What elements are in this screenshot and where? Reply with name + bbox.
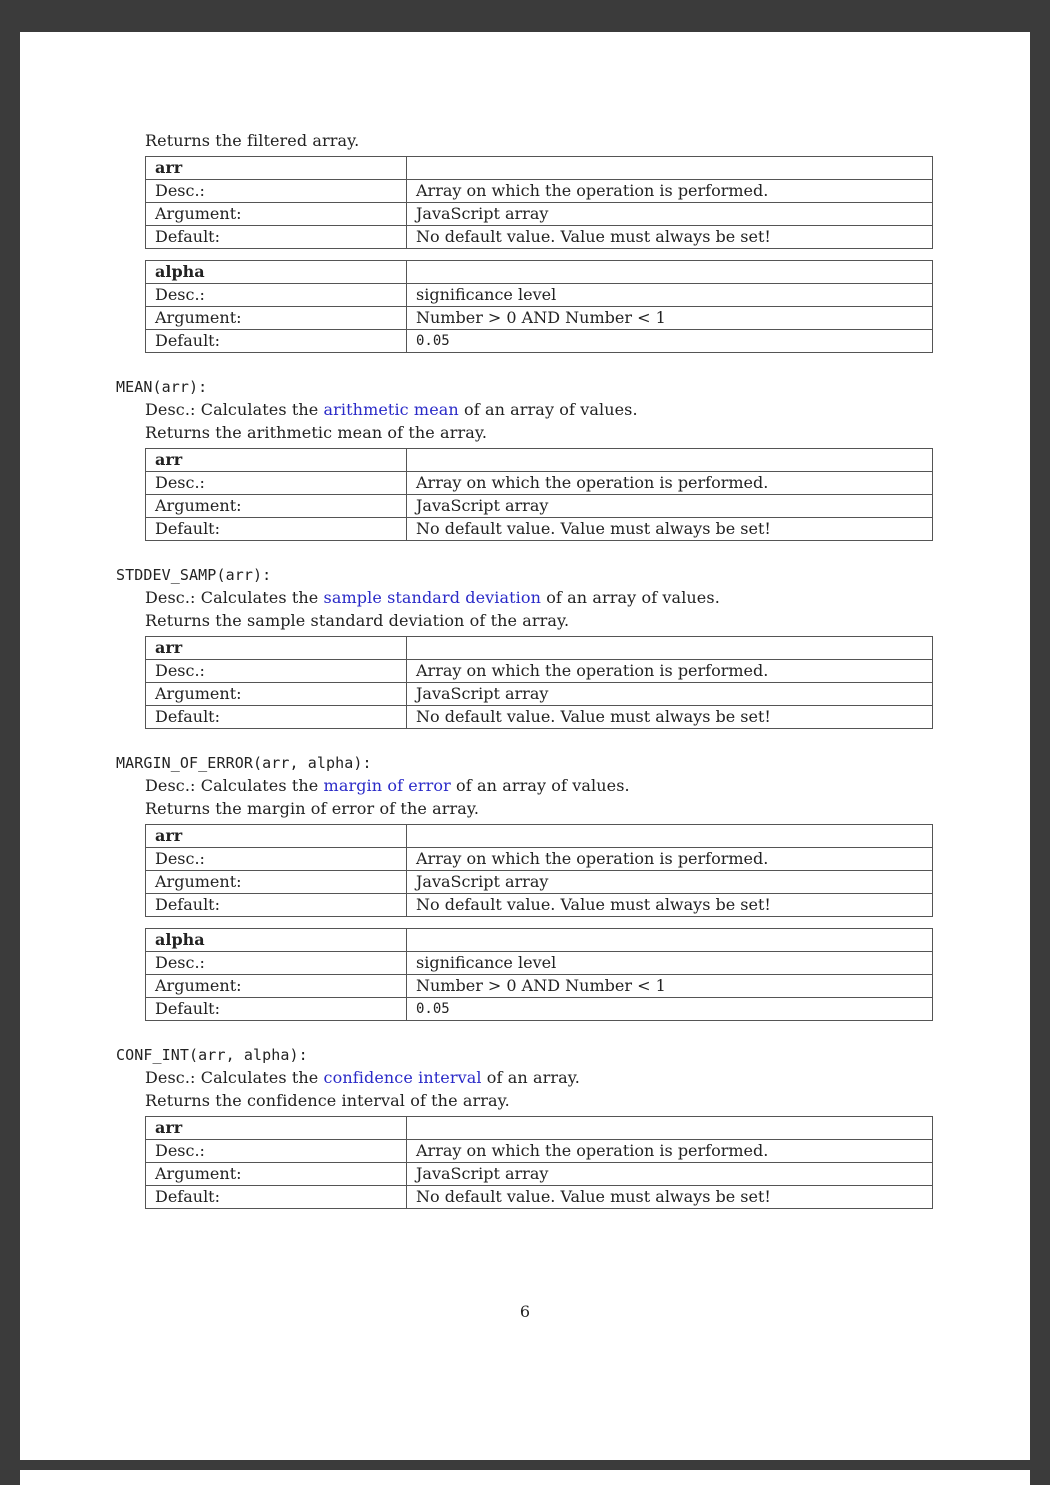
returns-text: Returns the filtered array. bbox=[145, 131, 360, 150]
function-returns: Returns the confidence interval of the array. bbox=[145, 1091, 510, 1110]
param-table-arr: arr Desc.: Array on which the operation is performed. Argument: JavaScript array Default: No default value. Value must always be set! bbox=[145, 1116, 933, 1209]
function-description: Desc.: Calculates the margin of error of an array of values. bbox=[145, 776, 630, 795]
function-description: Desc.: Calculates the sample standard deviation of an array of values. bbox=[145, 588, 720, 607]
param-table-alpha: alpha Desc.: significance level Argument: Number > 0 AND Number < 1 Default: 0.05 bbox=[145, 260, 933, 353]
page-number: 6 bbox=[519, 1302, 531, 1321]
function-signature: STDDEV_SAMP(arr): bbox=[116, 566, 272, 584]
param-name: alpha bbox=[146, 261, 407, 284]
function-returns: Returns the sample standard deviation of the array. bbox=[145, 611, 570, 630]
link[interactable]: margin of error bbox=[323, 776, 451, 795]
document-page bbox=[20, 32, 1030, 1460]
link[interactable]: arithmetic mean bbox=[323, 400, 459, 419]
param-name: arr bbox=[146, 157, 407, 180]
param-table-alpha: alpha Desc.: significance level Argument: Number > 0 AND Number < 1 Default: 0.05 bbox=[145, 928, 933, 1021]
link[interactable]: sample standard deviation bbox=[323, 588, 542, 607]
function-description: Desc.: Calculates the confidence interval of an array. bbox=[145, 1068, 580, 1087]
function-description: Desc.: Calculates the arithmetic mean of an array of values. bbox=[145, 400, 638, 419]
param-table-arr: arr Desc.: Array on which the operation is performed. Argument: JavaScript array Default: No default value. Value must always be set! bbox=[145, 636, 933, 729]
param-table-arr: arr Desc.: Array on which the operation is performed. Argument: JavaScript array Default: No default value. Value must always be set! bbox=[145, 156, 933, 249]
function-signature: MEAN(arr): bbox=[116, 378, 208, 396]
next-page-edge bbox=[20, 1470, 1030, 1485]
function-signature: MARGIN_OF_ERROR(arr, alpha): bbox=[116, 754, 372, 772]
param-table-arr: arr Desc.: Array on which the operation is performed. Argument: JavaScript array Default: No default value. Value must always be set! bbox=[145, 824, 933, 917]
function-returns: Returns the margin of error of the array. bbox=[145, 799, 480, 818]
param-table-arr: arr Desc.: Array on which the operation is performed. Argument: JavaScript array Default: No default value. Value must always be set! bbox=[145, 448, 933, 541]
function-returns: Returns the arithmetic mean of the array. bbox=[145, 423, 488, 442]
link[interactable]: confidence interval bbox=[323, 1068, 482, 1087]
function-signature: CONF_INT(arr, alpha): bbox=[116, 1046, 308, 1064]
